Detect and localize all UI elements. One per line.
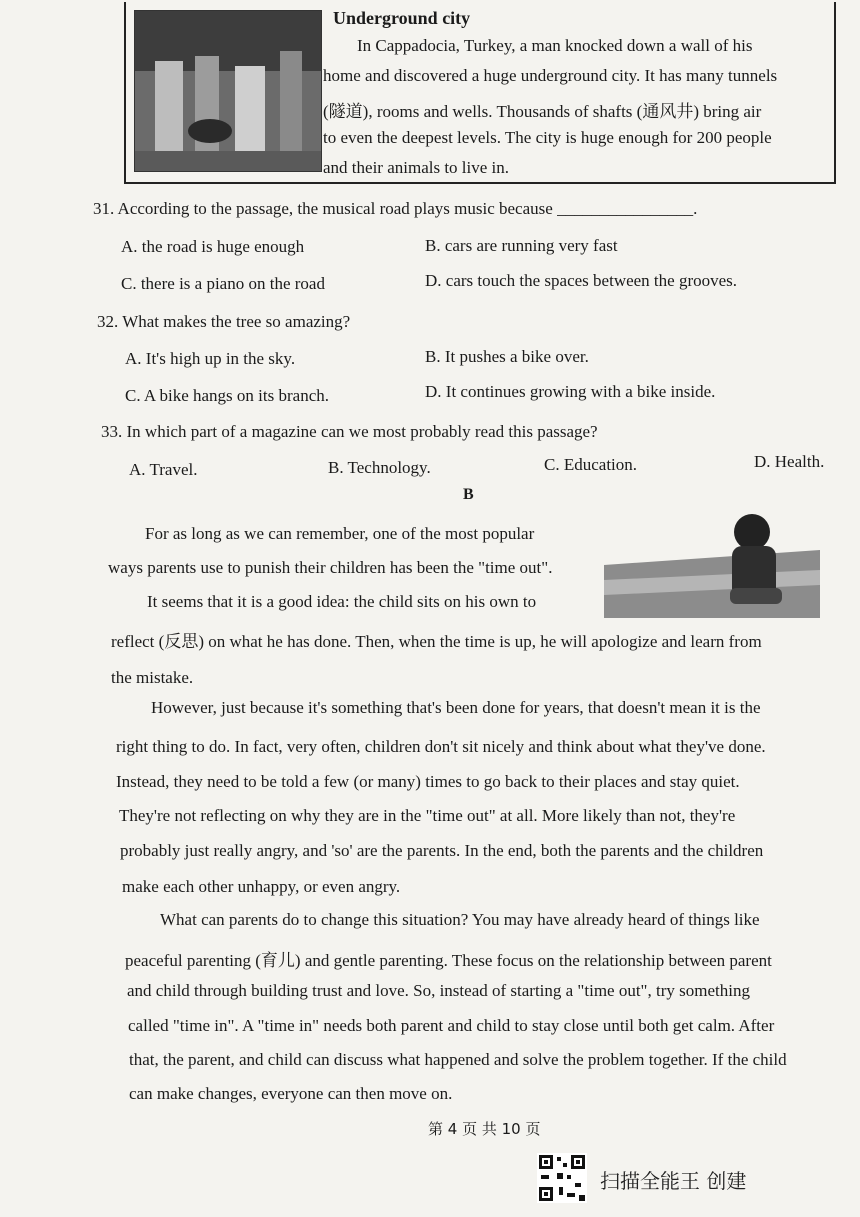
passage-line: peaceful parenting (育儿) and gentle parenting. These focus on the relationship between parent: [125, 951, 772, 970]
page-number: 第 4 页 共 10 页: [428, 1120, 541, 1138]
box-line: (隧道), rooms and wells. Thousands of shafts (通风井) bring air: [323, 102, 762, 121]
q33-option-b: B. Technology.: [328, 458, 431, 477]
scanner-watermark: 扫描全能王 创建: [600, 1169, 747, 1193]
box-line: to even the deepest levels. The city is huge enough for 200 people: [323, 128, 772, 147]
passage-line: It seems that it is a good idea: the child sits on his own to: [147, 592, 537, 611]
q32-option-c: C. A bike hangs on its branch.: [125, 386, 329, 405]
q31-option-a: A. the road is huge enough: [121, 237, 305, 256]
question-33: 33. In which part of a magazine can we most probably read this passage?: [101, 422, 598, 441]
q33-option-a: A. Travel.: [129, 460, 198, 479]
passage-line: can make changes, everyone can then move on.: [129, 1084, 453, 1103]
passage-line: However, just because it's something that's been done for years, that doesn't mean it is the: [151, 698, 761, 717]
section-heading: B: [463, 486, 474, 503]
q31-option-c: C. there is a piano on the road: [121, 274, 325, 293]
q32-option-b: B. It pushes a bike over.: [425, 347, 589, 366]
question-32: 32. What makes the tree so amazing?: [97, 312, 351, 331]
passage-line: and child through building trust and love. So, instead of starting a "time out", try something: [127, 981, 750, 1000]
qr-code-icon: [537, 1153, 587, 1203]
passage-line: Instead, they need to be told a few (or many) times to go back to their places and stay quiet.: [116, 772, 740, 791]
passage-line: right thing to do. In fact, very often, children don't sit nicely and think about what they've done.: [116, 737, 766, 756]
q32-option-a: A. It's high up in the sky.: [125, 349, 296, 368]
q31-option-d: D. cars touch the spaces between the grooves.: [425, 271, 738, 290]
passage-line: ways parents use to punish their children has been the "time out".: [108, 558, 553, 577]
box-line: and their animals to live in.: [323, 158, 510, 177]
passage-line: called "time in". A "time in" needs both parent and child to stay close until both get calm. After: [128, 1016, 775, 1035]
q33-option-d: D. Health.: [754, 452, 825, 471]
box-line: In Cappadocia, Turkey, a man knocked down a wall of his: [357, 36, 753, 55]
passage-line: make each other unhappy, or even angry.: [122, 877, 401, 896]
box-line: home and discovered a huge underground city. It has many tunnels: [323, 66, 778, 85]
passage-line: For as long as we can remember, one of the most popular: [145, 524, 535, 543]
passage-line: reflect (反思) on what he has done. Then, when the time is up, he will apologize and learn from: [111, 632, 762, 651]
passage-line: They're not reflecting on why they are in the "time out" at all. More likely than not, they're: [119, 806, 736, 825]
question-31: 31. According to the passage, the musical road plays music because ________________.: [93, 199, 698, 218]
underground-city-photo: [134, 10, 322, 172]
q33-option-c: C. Education.: [544, 455, 638, 474]
passage-line: probably just really angry, and 'so' are the parents. In the end, both the parents and the children: [120, 841, 764, 860]
passage-line: that, the parent, and child can discuss what happened and solve the problem together. If the child: [129, 1050, 787, 1069]
passage-line: the mistake.: [111, 668, 194, 687]
q32-option-d: D. It continues growing with a bike inside.: [425, 382, 716, 401]
box-title: Underground city: [333, 8, 471, 28]
passage-line: What can parents do to change this situation? You may have already heard of things like: [160, 910, 760, 929]
q31-option-b: B. cars are running very fast: [425, 236, 618, 255]
child-time-out-photo: [604, 510, 820, 618]
